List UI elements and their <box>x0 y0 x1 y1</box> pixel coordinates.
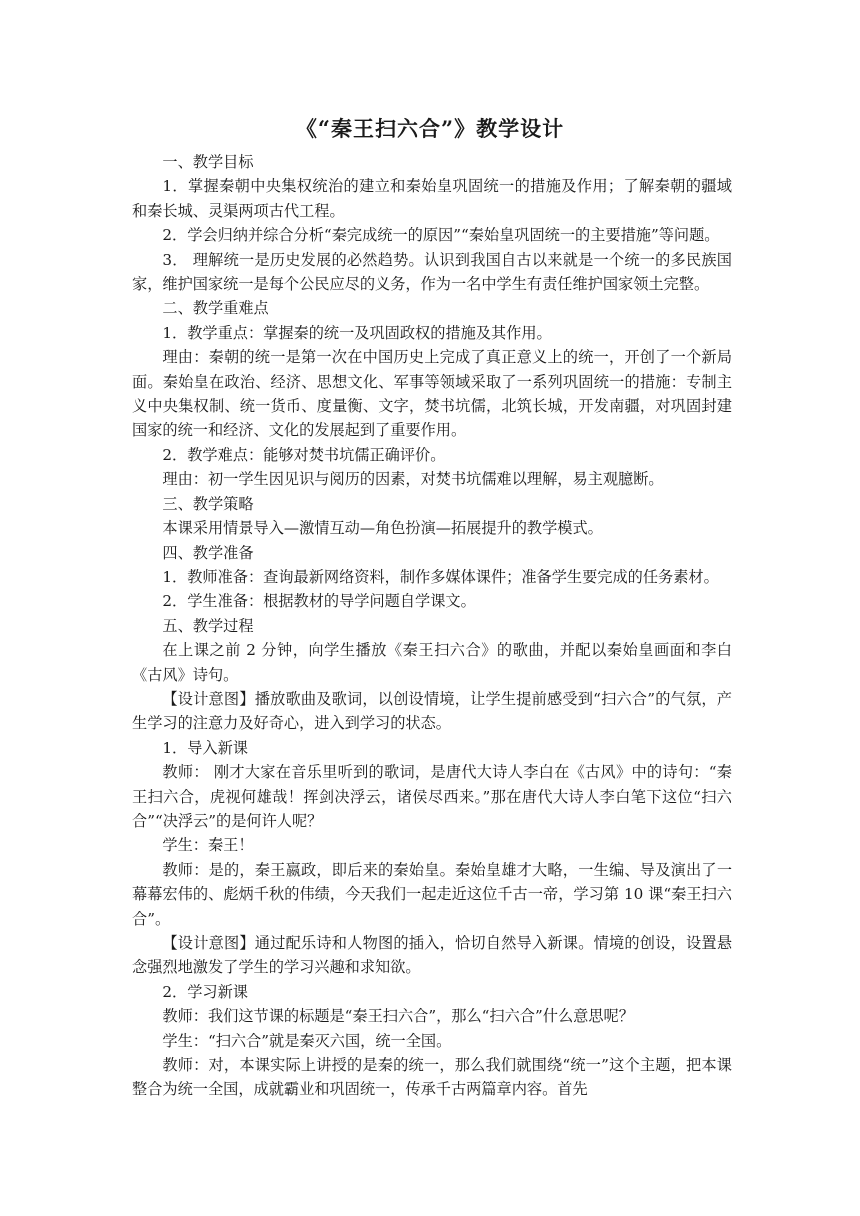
paragraph: 本课采用情景导入—激情互动—角色扮演—拓展提升的教学模式。 <box>162 519 603 538</box>
paragraph: 【设计意图】播放歌曲及歌词，以创设情境，让学生提前感受到“扫六合”的气氛，产生学习的注意力及好奇心，进入到学习的状态。 <box>132 689 732 733</box>
paragraph: 学生：“扫六合”就是秦灭六国，统一全国。 <box>162 1031 452 1050</box>
paragraph: 1．导入新课 <box>162 738 248 757</box>
paragraph: 2．学会归纳并综合分析“秦完成统一的原因”“秦始皇巩固统一的主要措施”等问题。 <box>162 226 720 245</box>
paragraph: 教师：对，本课实际上讲授的是秦的统一，那么我们就围绕“统一”这个主题，把本课整合为统一全国，成就霸业和巩固统一，传承千古两篇章内容。首先 <box>132 1056 732 1099</box>
paragraph: 【设计意图】通过配乐诗和人物图的插入，恰切自然导入新课。情境的创设，设置悬念强烈地激发了学生的学习兴趣和求知欲。 <box>132 934 732 977</box>
paragraph: 在上课之前 2 分钟，向学生播放《秦王扫六合》的歌曲，并配以秦始皇画面和李白《古风》诗句。 <box>132 641 732 684</box>
paragraph: 1．教师准备：查询最新网络资料，制作多媒体课件；准备学生要完成的任务素材。 <box>162 567 719 586</box>
paragraph: 2．教学难点：能够对焚书坑儒正确评价。 <box>162 445 446 464</box>
paragraph: 教师： 刚才大家在音乐里听到的歌词，是唐代大诗人李白在《古风》中的诗句：“秦王扫六合，虎视何雄哉！挥剑决浮云，诸侯尽西来。”那在唐代大诗人李白笔下这位“扫六合”“决浮云”的是何许人呢？ <box>132 763 732 830</box>
section-heading-objectives: 一、教学目标 <box>162 153 254 171</box>
paragraph: 学生：秦王！ <box>162 836 254 855</box>
document-body <box>132 150 732 1102</box>
section-heading-preparation: 四、教学准备 <box>162 543 254 562</box>
paragraph: 1．教学重点：掌握秦的统一及巩固政权的措施及其作用。 <box>162 323 552 342</box>
paragraph: 教师：是的，秦王嬴政，即后来的秦始皇。秦始皇雄才大略，一生编、导及演出了一幕幕宏伟的、彪炳千秋的伟绩，今天我们一起走近这位千古一帝，学习第 10 课“秦王扫六合”。 <box>132 860 732 928</box>
paragraph: 2．学生准备：根据教材的导学问题自学课文。 <box>162 592 476 611</box>
section-heading-key-points: 二、教学重难点 <box>162 299 269 318</box>
paragraph: 理由：初一学生因见识与阅历的因素，对焚书坑儒难以理解，易主观臆断。 <box>162 470 664 489</box>
document-title: 《“秦王扫六合”》教学设计 <box>295 116 565 141</box>
paragraph: 理由：秦朝的统一是第一次在中国历史上完成了真正意义上的统一，开创了一个新局面。秦始皇在政治、经济、思想文化、军事等领域采取了一系列巩固统一的措施：专制主义中央集权制、统一货币、度量衡、文字，焚书坑儒，北筑长城，开发南疆，对巩固封建国家的统一和经济、文化的发展起到了重要作用。 <box>132 348 732 440</box>
paragraph: 2．学习新课 <box>162 982 248 1001</box>
section-heading-strategy: 三、教学策略 <box>162 494 254 513</box>
paragraph: 教师：我们这节课的标题是“秦王扫六合”，那么“扫六合”什么意思呢？ <box>162 1007 634 1026</box>
section-heading-process: 五、教学过程 <box>162 616 254 635</box>
paragraph: 3． 理解统一是历史发展的必然趋势。认识到我国自古以来就是一个统一的多民族国家，维护国家统一是每个公民应尽的义务，作为一名中学生有责任维护国家领土完整。 <box>132 250 732 294</box>
paragraph: 1．掌握秦朝中央集权统治的建立和秦始皇巩固统一的措施及作用；了解秦朝的疆域和秦长城、灵渠两项古代工程。 <box>132 177 732 220</box>
